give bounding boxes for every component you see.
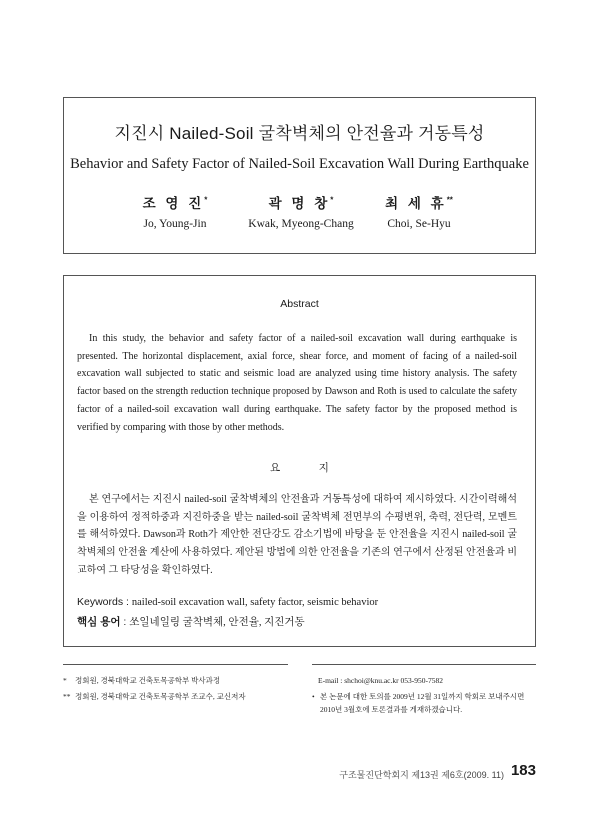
core-terms-value: 쏘일네일링 굴착벽체, 안전율, 지진거동 (129, 617, 305, 628)
core-terms-line: 핵심 용어 : 쏘일네일링 굴착벽체, 안전율, 지진거동 (77, 616, 305, 628)
abstract-text: In this study, the behavior and safety factor of a nailed-soil excavation wall during earthquake is presented. The horizontal displacement, axial force, shear force, and moment of facing of a nailed-soil excavation wall subjected to static and seismic load are analyzed using time history analysis. The safety factor based on the strength reduction technique proposed by Dawson and Roth is used to calculate the safety factor of a nailed-soil excavation wall during earthquake. The safety factor by the proposed method is verified by comparing with those by other methods. (77, 333, 517, 433)
footnote-2-text: 정회원, 경북대학교 건축토목공학부 조교수, 교신저자 (75, 692, 246, 701)
author-3-mark: ** (446, 195, 453, 205)
footnote-discussion-text: 본 논문에 대한 토의를 2009년 12월 31일까지 학회로 보내주시면 2010년 3월호에 토론결과를 게재하겠습니다. (320, 692, 525, 714)
author-1 (130, 192, 220, 230)
title-english: Behavior and Safety Factor of Nailed-Soil Excavation Wall During Earthquake (70, 156, 529, 172)
author-3-korean: 최 세 휴 (385, 196, 447, 211)
page-number: 183 (510, 762, 536, 779)
footnote-2 (63, 690, 288, 703)
keywords-line: Keywords : nailed-soil excavation wall, safety factor, seismic behavior (77, 596, 379, 608)
author-2-korean: 곽 명 창 (268, 196, 331, 211)
title-korean: 지진시 Nailed-Soil 굴착벽체의 안전율과 거동특성 (114, 124, 485, 143)
author-1-korean: 조 영 진 (142, 196, 205, 211)
footnote-rule-left (63, 664, 288, 665)
korean-abstract-text: 본 연구에서는 지진시 nailed-soil 굴착벽체의 안전율과 거동특성에 대하여 제시하였다. 시간이력해석을 이용하여 정적하중과 지진하중을 받는 nailed-soil 굴착벽체 전면부의 수평변위, 축력, 전단력, 모멘트를 해석하였다. Dawson과 Roth가 제안한 전단강도 감소기법에 바탕을 둔 안전율을 지진시 nailed-soil 굴착벽체의 안전율 계산에 사용하였다. 제안된 방법에 의한 안전율을 기존의 연구에서 산정된 안전율과 비교하여 그 타당성을 확인하였다. (77, 494, 517, 576)
footnote-1 (63, 674, 288, 687)
keywords-value: nailed-soil excavation wall, safety factor, seismic behavior (131, 597, 379, 608)
keywords-label: Keywords (77, 596, 124, 608)
korean-abstract-heading: 요 지 (270, 463, 347, 474)
footnote-1-mark: * (63, 676, 67, 685)
footnote-discussion (312, 690, 538, 716)
footnote-1-text: 정회원, 경북대학교 건축토목공학부 박사과정 (75, 676, 221, 685)
core-terms-label: 핵심 용어 (77, 616, 121, 628)
author-2-mark: * (330, 195, 334, 205)
footnote-email: E-mail : shchoi@knu.ac.kr 053-950-7582 (318, 676, 444, 685)
abstract-box (63, 275, 536, 647)
footnote-2-mark: ** (63, 692, 71, 701)
title-box (63, 97, 536, 254)
author-2 (231, 192, 371, 230)
author-3 (364, 192, 474, 230)
journal-footer: 구조물진단학회지 제13권 제6호(2009. 11) (339, 770, 504, 780)
author-1-english: Jo, Young-Jin (143, 218, 207, 230)
bullet-icon: • (312, 692, 315, 701)
abstract-heading: Abstract (280, 298, 319, 310)
author-3-english: Choi, Se-Hyu (387, 218, 451, 230)
author-2-english: Kwak, Myeong-Chang (248, 218, 354, 230)
author-1-mark: * (204, 195, 208, 205)
footnote-rule-right (312, 664, 536, 665)
